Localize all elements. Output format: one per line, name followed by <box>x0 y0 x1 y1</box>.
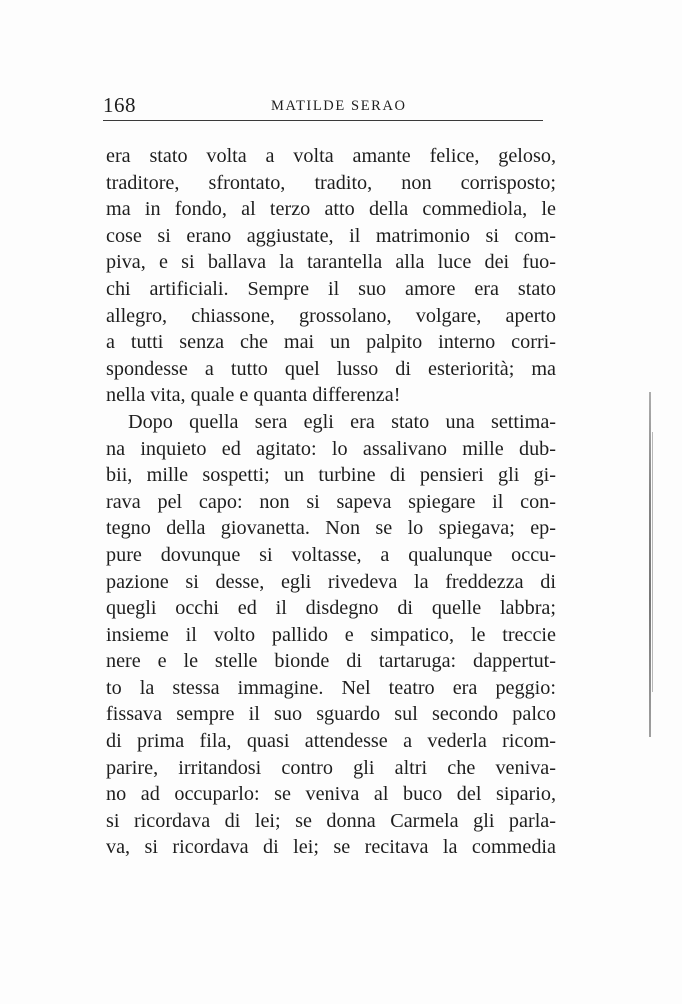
margin-pencil-mark <box>646 392 654 737</box>
text-line: fissava sempre il suo sguardo sul secondo palco <box>106 703 556 726</box>
text-line: di prima fila, quasi attendesse a vederla ricom- <box>106 730 556 753</box>
text-line: tegno della giovanetta. Non se lo spiegava; ep- <box>106 517 556 540</box>
text-line: allegro, chiassone, grossolano, volgare, aperto <box>106 304 556 327</box>
text-line: ma in fondo, al terzo atto della commediola, le <box>106 198 556 221</box>
text-line: bii, mille sospetti; un turbine di pensieri gli gi- <box>106 464 556 487</box>
text-line: era stato volta a volta amante felice, geloso, <box>106 145 556 167</box>
pencil-stroke <box>649 392 651 737</box>
text-line: piva, e si ballava la tarantella alla luce dei fuo- <box>106 251 556 274</box>
text-line: cose si erano aggiustate, il matrimonio si com- <box>106 224 556 247</box>
text-line: spondesse a tutto quel lusso di esteriorità; ma <box>106 357 556 380</box>
header-rule <box>103 120 543 121</box>
body-text <box>106 143 556 861</box>
text-line: Dopo quella sera egli era stato una settima- <box>128 410 556 433</box>
text-line: insieme il volto pallido e simpatico, le treccie <box>106 623 556 646</box>
text-line: a tutti senza che mai un palpito interno corri- <box>106 331 556 354</box>
text-line: quegli occhi ed il disdegno di quelle labbra; <box>106 597 556 620</box>
text-line: pazione si desse, egli rivedeva la freddezza di <box>106 570 556 593</box>
text-line: na inquieto ed agitato: lo assalivano mille dub- <box>106 437 556 460</box>
text-line: chi artificiali. Sempre il suo amore era stato <box>106 277 556 300</box>
text-line: nere e le stelle bionde di tartaruga: dappertut- <box>106 650 556 673</box>
text-line: to la stessa immagine. Nel teatro era peggio: <box>106 676 556 699</box>
text-line: pure dovunque si voltasse, a qualunque occu- <box>106 543 556 566</box>
text-line: parire, irritandosi contro gli altri che veniva- <box>106 756 556 779</box>
text-line: si ricordava di lei; se donna Carmela gli parla- <box>106 809 556 832</box>
text-line: traditore, sfrontato, tradito, non corrisposto; <box>106 171 556 194</box>
pencil-stroke <box>652 432 653 692</box>
text-line: va, si ricordava di lei; se recitava la commedia <box>106 836 556 859</box>
page-number: 168 <box>103 93 136 117</box>
text-line: nella vita, quale e quanta differenza! <box>106 384 401 407</box>
text-line: rava pel capo: non si sapeva spiegare il con- <box>106 490 556 513</box>
text-line: no ad occuparlo: se veniva al buco del sipario, <box>106 783 556 806</box>
running-head: MATILDE SERAO <box>271 98 407 114</box>
page-header <box>103 92 543 122</box>
